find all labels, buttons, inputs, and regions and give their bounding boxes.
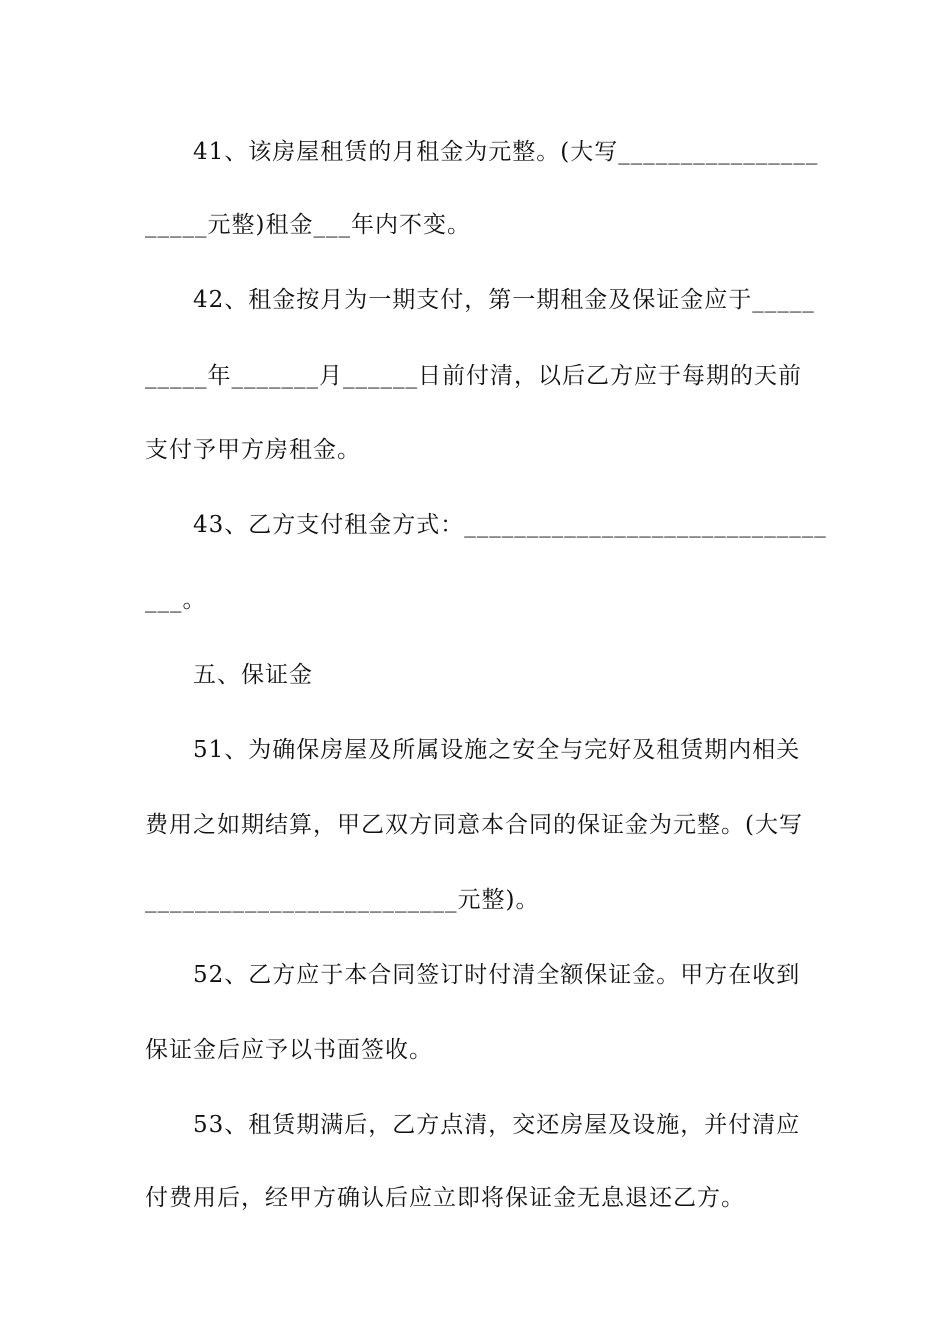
- clause-43-line-1: 43、乙方支付租金方式：_____________________________: [193, 512, 827, 538]
- clause-42-line-2: _____年_______月______日前付清，以后乙方应于每期的天前: [145, 363, 802, 389]
- clause-42-line-1: 42、租金按月为一期支付，第一期租金及保证金应于_____: [193, 287, 815, 313]
- clause-53-line-1: 53、租赁期满后，乙方点清，交还房屋及设施，并付清应: [193, 1112, 801, 1138]
- clause-51-line-1: 51、为确保房屋及所属设施之安全与完好及租赁期内相关: [193, 737, 801, 763]
- clause-51-line-3: _________________________元整)。: [145, 887, 540, 913]
- clause-43-line-2: ___。: [145, 587, 207, 613]
- clause-52-line-1: 52、乙方应于本合同签订时付清全额保证金。甲方在收到: [193, 962, 801, 988]
- clause-41-line-2: _____元整)租金___年内不变。: [145, 212, 471, 238]
- clause-41-line-1: 41、该房屋租赁的月租金为元整。(大写________________: [193, 139, 819, 165]
- clause-42-line-3: 支付予甲方房租金。: [145, 437, 361, 463]
- section-heading-deposit: 五、保证金: [193, 662, 313, 688]
- clause-51-line-2: 费用之如期结算，甲乙双方同意本合同的保证金为元整。(大写: [145, 812, 803, 838]
- clause-52-line-2: 保证金后应予以书面签收。: [145, 1037, 433, 1063]
- clause-53-line-2: 付费用后，经甲方确认后应立即将保证金无息退还乙方。: [145, 1185, 745, 1211]
